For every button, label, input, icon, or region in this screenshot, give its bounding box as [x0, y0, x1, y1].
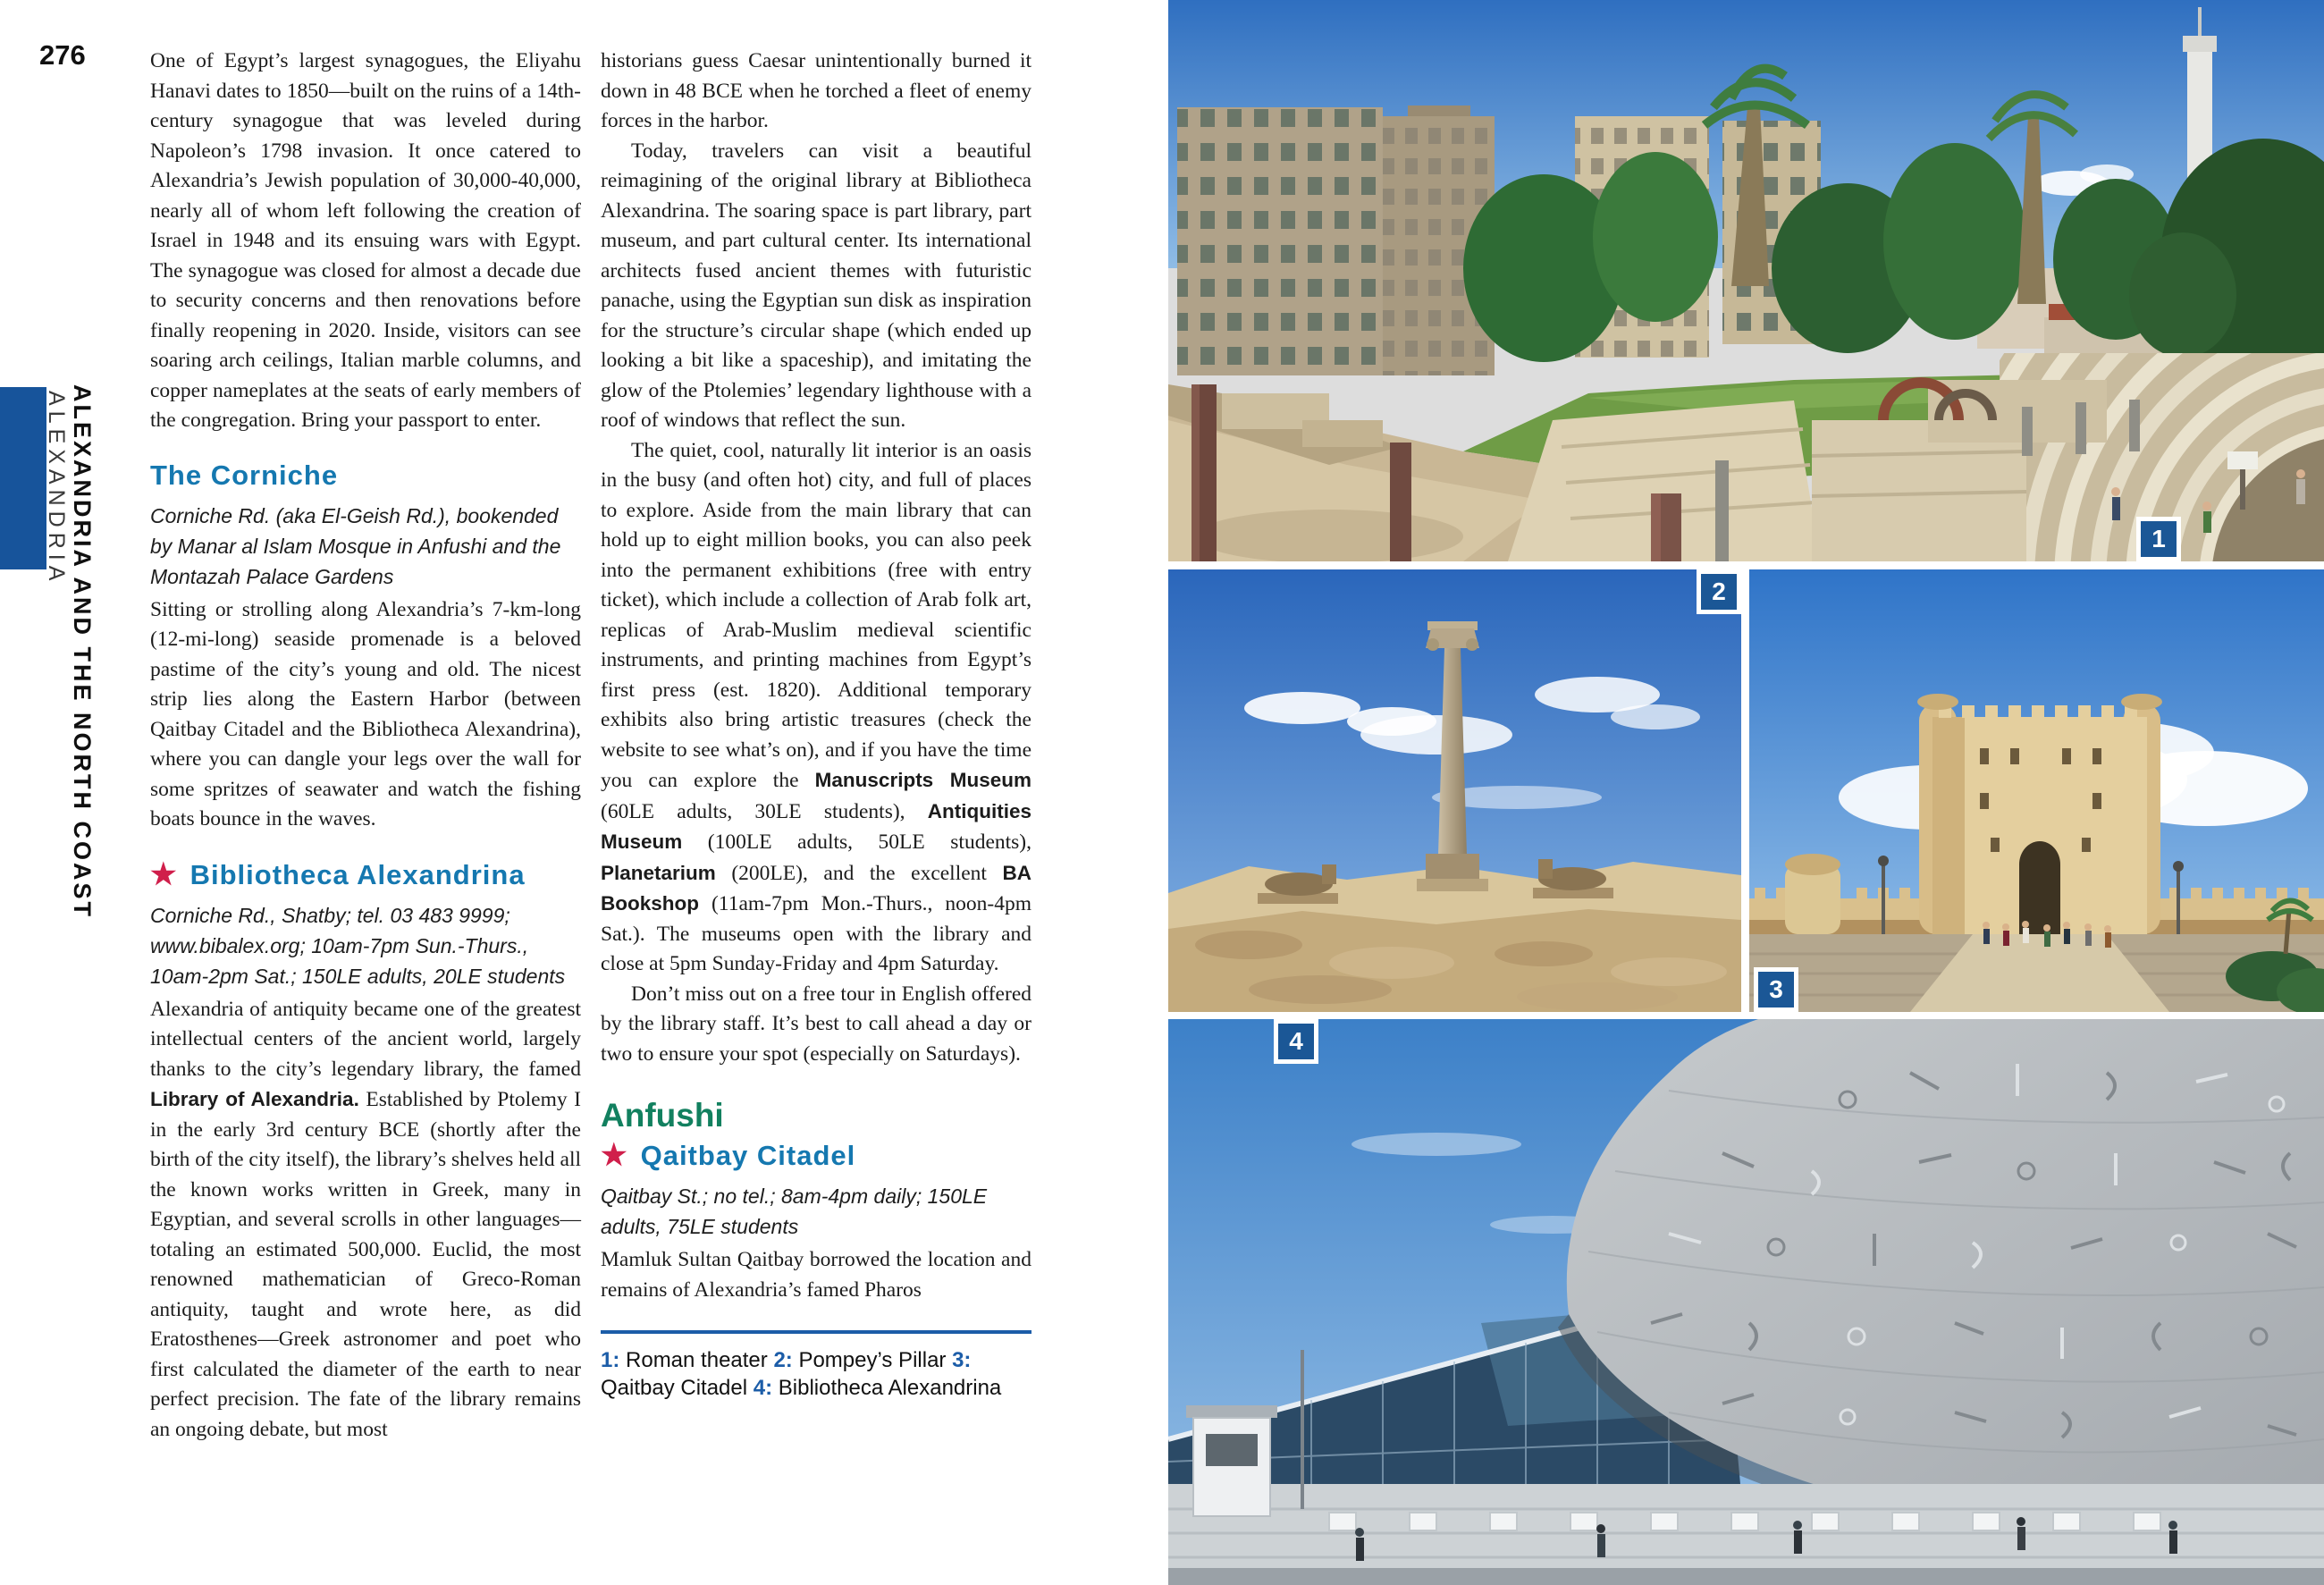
caption-number: 1:: [601, 1348, 620, 1372]
photo-roman-theater: [1168, 0, 2324, 561]
bold-sight-name: Library of Alexandria.: [150, 1088, 359, 1110]
body-text: One of Egypt’s largest synagogues, the Eliyahu Hanavi dates to 1850—built on the ruins of a 14th-century synagogue that was leveled during Napoleon’s 1798 invasion. It once catered to Alexandria’s Jewish population of 30,000-40,000, nearly all of whom left following the creation of Israel in 1948 and its ensuing wars with Egypt. The synagogue was closed for almost a decade due to security concerns and then renovations before finally reopening in 2020. Inside, visitors can see soaring arch ceilings, Italian marble columns, and copper nameplates at the seats of early members of the congregation. Bring your passport to enter.: [150, 49, 581, 432]
photo-pompeys-pillar: [1168, 569, 1741, 1012]
sight-heading: [150, 858, 581, 891]
body-paragraph: [601, 436, 1031, 980]
body-text: (100LE adults, 50LE students),: [682, 830, 1031, 854]
body-text: Sitting or strolling along Alexandria’s 7-km-long (12-mi-long) seaside promenade is a beloved pastime of the city’s young and old. The nicest strip lies along the Eastern Harbor (between Qaitbay Citadel and the Bibliotheca Alexandrina), where you can dangle your legs over the wall for some spritzes of seawater and watch the fishing boats bounce in the waves.: [150, 597, 581, 830]
caption-number: 3:: [952, 1348, 972, 1372]
body-text: Today, travelers can visit a beautiful reimagining of the original library at Bibliotheca Alexandrina. The soaring space is part library, part museum, and part cultural center. Its international architects fused ancient themes with futuristic panache, using the Egyptian sun disk as inspiration for the structure’s circular shape (which ended up looking a bit like a spaceship), and imitating the glow of the Ptolemies’ legendary lighthouse with a roof of windows that reflect the sun.: [601, 139, 1031, 432]
bold-sight-name: Antiquities Museum: [601, 799, 1031, 853]
photo-badge-1: 1: [2136, 517, 2181, 561]
sight-info-line: Corniche Rd. (aka El-Geish Rd.), bookended by Manar al Islam Mosque in Anfushi and the Montazah Palace Gardens: [150, 503, 561, 588]
bold-sight-name: Planetarium: [601, 861, 716, 884]
sight-heading-label: Qaitbay Citadel: [640, 1140, 856, 1171]
body-paragraph: [601, 1245, 1031, 1305]
body-paragraph: [150, 595, 581, 835]
sidebar-region-title: ALEXANDRIA AND THE NORTH COAST: [69, 384, 96, 919]
sight-info-line: Qaitbay St.; no tel.; 8am-4pm daily; 150LE adults, 75LE students: [601, 1185, 988, 1238]
body-text: Mamluk Sultan Qaitbay borrowed the location and remains of Alexandria’s famed Pharos: [601, 1248, 1031, 1302]
sight-info-line: Corniche Rd., Shatby; tel. 03 483 9999; www.bibalex.org; 10am-7pm Sun.-Thurs., 10am-2pm Sat.; 150LE adults, 20LE students: [150, 903, 566, 988]
sight-heading: [150, 459, 581, 492]
bold-sight-name: Manuscripts Museum: [814, 769, 1031, 791]
sight-heading-label: The Corniche: [150, 459, 339, 491]
body-text: (60LE adults, 30LE students),: [601, 799, 928, 823]
photo-bibliotheca-alexandrina: [1168, 1019, 2324, 1585]
caption-text: Pompey’s Pillar: [792, 1348, 953, 1372]
body-paragraph: [150, 46, 581, 436]
caption-text: Qaitbay Citadel: [601, 1376, 754, 1400]
body-text: Alexandria of antiquity became one of the greatest intellectual centers of the ancient world, largely thanks to the city’s legendary library, the famed: [150, 997, 581, 1081]
body-paragraph: [601, 137, 1031, 436]
caption-text: Bibliotheca Alexandrina: [772, 1376, 1002, 1400]
area-heading: Anfushi: [601, 1097, 724, 1134]
qaitbay-citadel-illustration: [1749, 569, 2324, 1012]
photo-qaitbay-citadel: [1749, 569, 2324, 1012]
page-number: 276: [39, 39, 86, 71]
body-paragraph: [601, 46, 1031, 137]
body-text: (11am-7pm Mon.-Thurs., noon-4pm Sat.). The museums open with the library and close at 5pm Sunday-Friday and 4pm Saturday.: [601, 892, 1031, 975]
caption-number: 2:: [773, 1348, 793, 1372]
bibliotheca-illustration: [1168, 1019, 2324, 1585]
sight-heading: [601, 1139, 1031, 1172]
right-text-column: [601, 46, 1031, 1402]
body-text: Established by Ptolemy I in the early 3rd century BCE (shortly after the birth of the city itself), the library’s shelves held all the known works written in Greek, many in Egyptian, and several scrolls in other languages—totaling an estimated 500,000. Euclid, the most renowned mathematician of Greco-Roman antiquity, taught and wrote here, as did Eratosthenes—Greek astronomer and poet who first calculated the diameter of the earth to near perfect precision. The fate of the library remains an ongoing debate, but most: [150, 1088, 582, 1441]
star-icon: ★: [601, 1138, 628, 1171]
photo-caption: [601, 1330, 1031, 1402]
caption-number: 4:: [753, 1376, 773, 1400]
roman-theater-illustration: [1168, 0, 2324, 561]
photo-badge-3: 3: [1754, 967, 1798, 1012]
guard-booth: [1186, 1405, 1277, 1516]
photo-badge-4: 4: [1274, 1019, 1318, 1064]
sight-heading-label: Bibliotheca Alexandrina: [189, 858, 526, 890]
body-paragraph: [150, 995, 581, 1446]
left-text-column: [150, 46, 581, 1445]
caption-text: Roman theater: [619, 1348, 774, 1372]
body-text: (200LE), and the excellent: [715, 861, 1003, 885]
sidebar-blue-bar: [0, 387, 46, 569]
bold-sight-name: BA Bookshop: [601, 861, 1031, 915]
star-icon: ★: [150, 856, 178, 890]
sidebar-city-label: ALEXANDRIA: [44, 391, 69, 586]
photo-badge-2: 2: [1697, 569, 1741, 614]
body-paragraph: [601, 980, 1031, 1070]
pompeys-pillar-illustration: [1168, 569, 1741, 1012]
body-text: historians guess Caesar unintentionally burned it down in 48 BCE when he torched a fleet of enemy forces in the harbor.: [601, 49, 1031, 132]
body-text: The quiet, cool, naturally lit interior is an oasis in the busy (and often hot) city, and full of places to explore. Aside from the main library that can hold up to eight million books, you can also peek into the permanent exhibitions (free with entry ticket), which include a collection of Arab folk art, replicas of Arab-Muslim medieval scientific instruments, and printing machines from Egypt’s first press (est. 1820). Additional temporary exhibits also bring artistic treasures (check the website to see what’s on), and if you have the time you can explore the: [601, 438, 1031, 792]
body-text: Don’t miss out on a free tour in English offered by the library staff. It’s best to call ahead a day or two to ensure your spot (especially on Saturdays).: [601, 982, 1031, 1066]
